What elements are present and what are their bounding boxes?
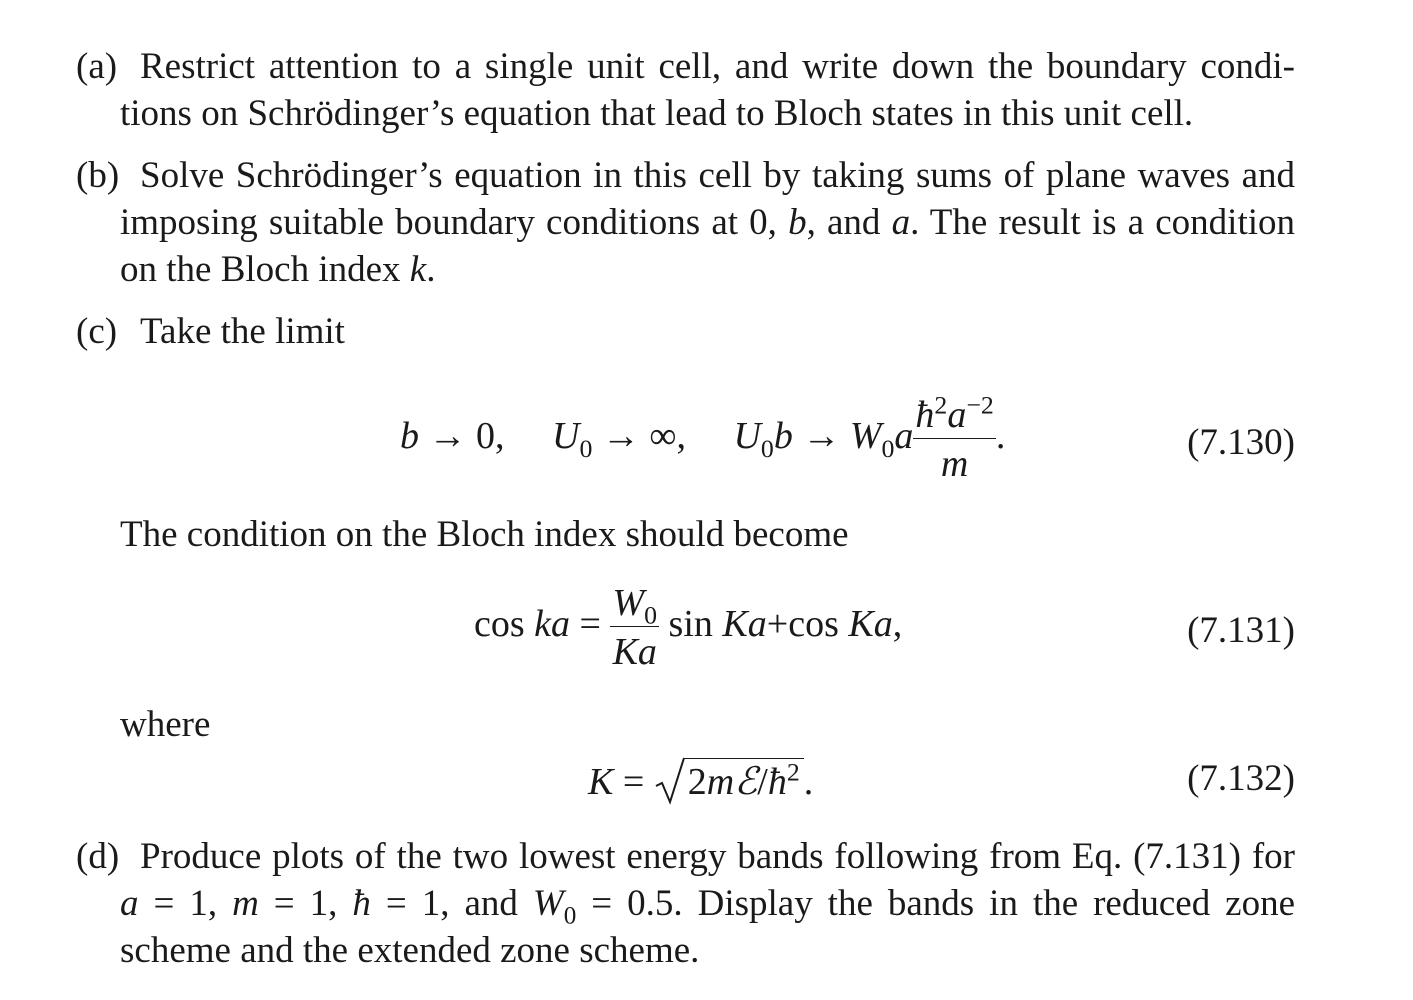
item-c-where: where bbox=[120, 704, 211, 745]
item-a-line-2: tions on Schrödinger’s equation that lead to Bloch states in this unit cell. bbox=[120, 93, 1194, 134]
item-b-line-3: on the Bloch index k. bbox=[120, 249, 436, 290]
equation-7-131: cos ka = $\frac{W_0}{Ka}$ sin Ka+cos Ka, bbox=[474, 582, 903, 673]
fraction-w0-over-ka: $\frac{W_0}{Ka}$ bbox=[612, 582, 658, 673]
item-d-line-2: a = 1, m = 1, ħ = 1, and $W_0 = 0.5$. Display the bands in the reduced zone bbox=[120, 883, 1296, 930]
item-c-label: (c) bbox=[76, 311, 118, 352]
item-b-line-1: Solve Schrödinger’s equation in this cell by taking sums of plane waves and bbox=[140, 155, 1295, 196]
item-a-line-1: Restrict attention to a single unit cell, and write down the boundary condi- bbox=[140, 46, 1295, 87]
equation-7-130: b → 0, $U_0$ → ∞, $U_0b \to W_0a$ $\frac{ħ^2a^{-2}}{m}$ . bbox=[400, 390, 1006, 485]
square-root: $2mℰ/ħ^2$ bbox=[654, 758, 804, 801]
radical-sign-icon bbox=[654, 756, 686, 806]
equation-number-7-132: (7.132) bbox=[1187, 758, 1295, 799]
equation-7-132: K = $2mℰ/ħ^2$ . bbox=[588, 758, 813, 801]
item-c-line-1: Take the limit bbox=[140, 311, 345, 352]
item-c-line-2: The condition on the Bloch index should become bbox=[120, 514, 849, 555]
item-d-label: (d) bbox=[76, 836, 120, 877]
item-d-line-3: scheme and the extended zone scheme. bbox=[120, 930, 700, 971]
item-d-line-1: Produce plots of the two lowest energy bands following from Eq. (7.131) for bbox=[140, 836, 1295, 877]
item-b-line-2: imposing suitable boundary conditions at 0, b, and a. The result is a condition bbox=[120, 202, 1295, 243]
equation-number-7-131: (7.131) bbox=[1187, 610, 1295, 651]
item-a-label: (a) bbox=[76, 46, 118, 87]
item-b-label: (b) bbox=[76, 155, 120, 196]
fraction-hbar-over-m: $\frac{ħ^2a^{-2}}{m}$ bbox=[915, 390, 994, 485]
equation-number-7-130: (7.130) bbox=[1187, 422, 1295, 463]
